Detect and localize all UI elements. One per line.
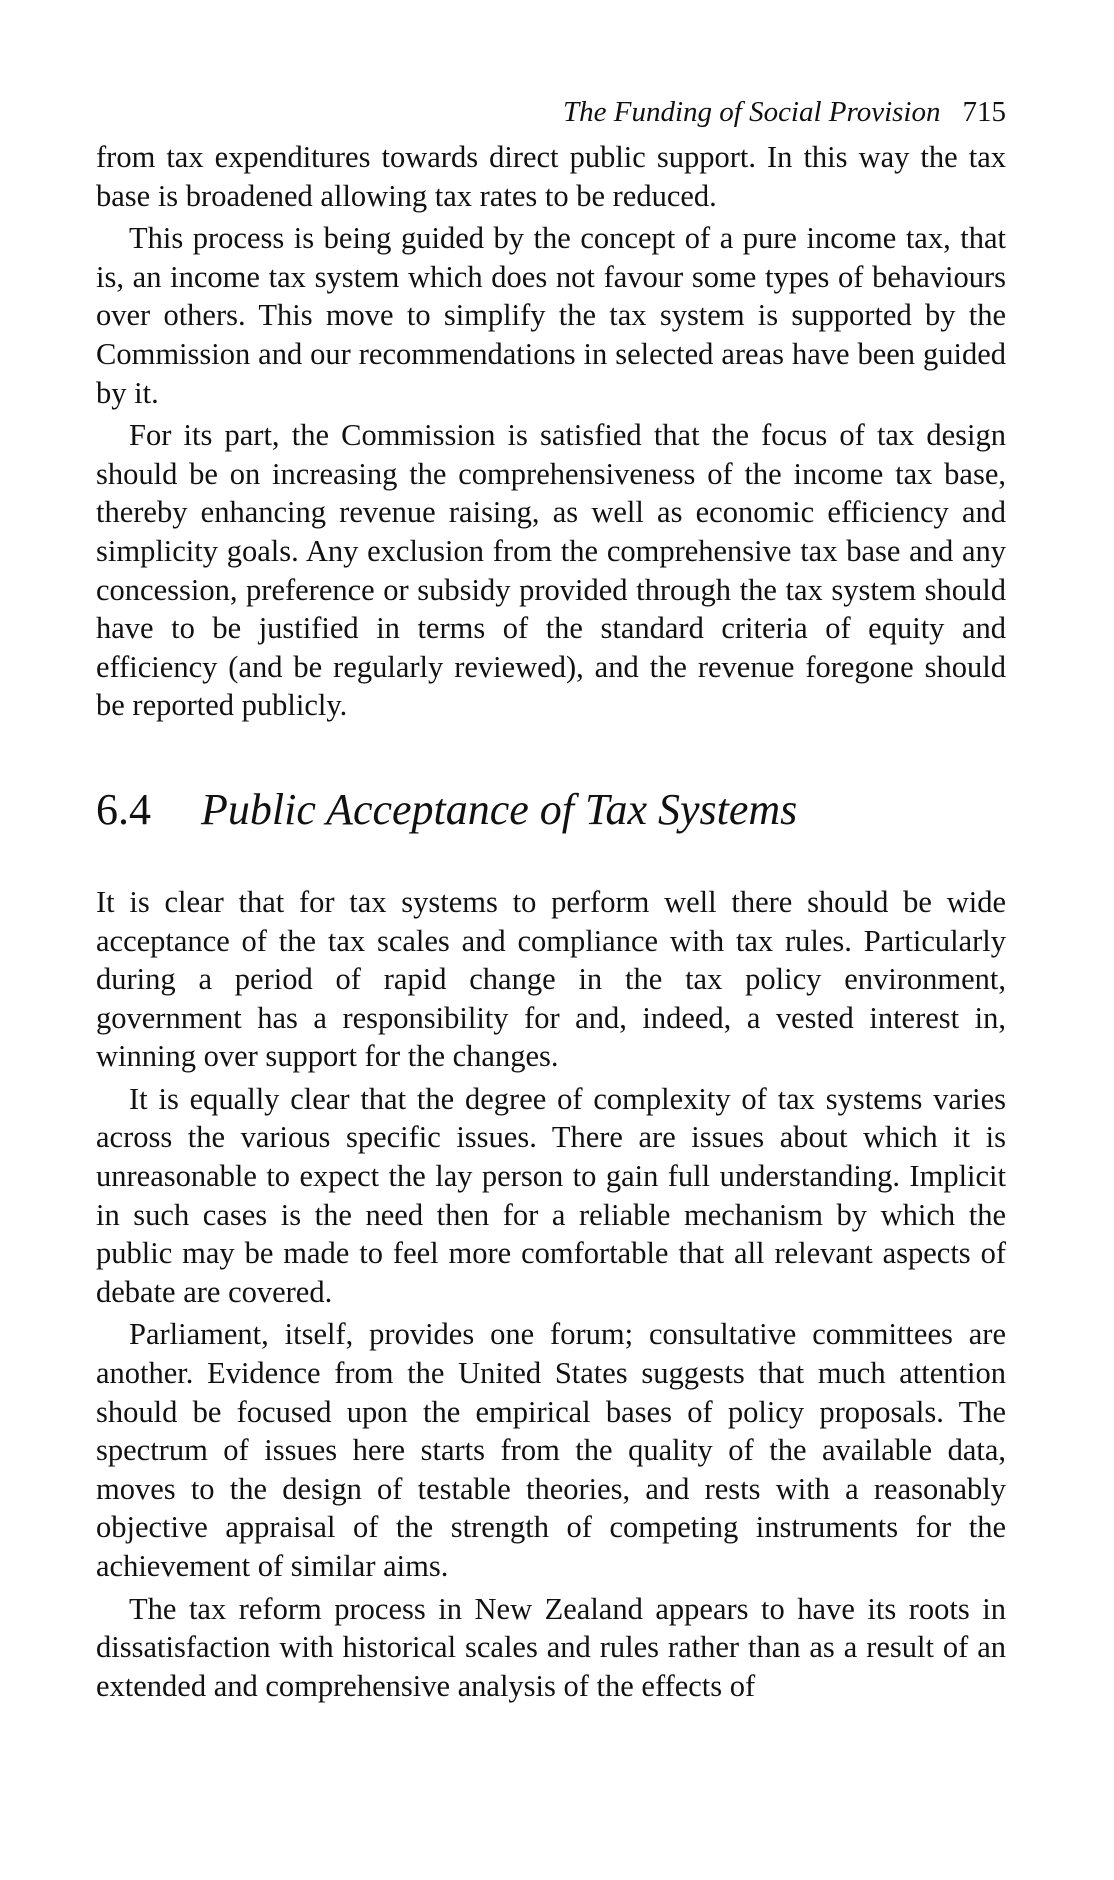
paragraph: The tax reform process in New Zealand appears to have its roots in dissatisfaction with historical scales and rules rather than as a result of an extended and comprehensive analysis of the effects of bbox=[96, 1591, 1006, 1703]
section-title: Public Acceptance of Tax Systems bbox=[201, 784, 798, 834]
paragraph: It is clear that for tax systems to perform well there should be wide acceptance of the tax scales and compliance with tax rules. Particularly during a period of rapid change in the tax policy environment, government has a responsibility for and, indeed, a vested interest in, winning over support for the changes. bbox=[96, 884, 1006, 1074]
paragraph-continued: from tax expenditures towards direct public support. In this way the tax base is broadened allowing tax rates to be reduced. bbox=[96, 140, 1006, 213]
paragraph: Parliament, itself, provides one forum; consultative committees are another. Evidence from the United States suggests that much attention should be focused upon the empirical bases of policy proposals. The spectrum of issues here starts from the quality of the available data, moves to the design of testable theories, and rests with a reasonably objective appraisal of the strength of competing instruments for the achievement of similar aims. bbox=[96, 1317, 1006, 1583]
paragraph: This process is being guided by the concept of a pure income tax, that is, an income tax system which does not favour some types of behaviours over others. This move to simplify the tax system is supported by the Commission and our recommendations in selected areas have been guided by it. bbox=[96, 221, 1006, 410]
paragraph: For its part, the Commission is satisfied that the focus of tax design should be on increasing the comprehensiveness of the income tax base, thereby enhancing revenue raising, as well as economic efficiency and simplicity goals. Any exclusion from the comprehensive tax base and any concession, preference or subsidy provided through the tax system should have to be justified in terms of the standard criteria of equity and efficiency (and be regularly reviewed), and the revenue foregone should be reported publicly. bbox=[96, 418, 1006, 723]
running-title: The Funding of Social Provision bbox=[562, 96, 941, 128]
paragraph: It is equally clear that the degree of complexity of tax systems varies across the various specific issues. There are issues about which it is unreasonable to expect the lay person to gain full understanding. Implicit in such cases is the need then for a reliable mechanism by which the public may be made to feel more comfortable that all relevant aspects of debate are covered. bbox=[96, 1081, 1006, 1309]
page-number: 715 bbox=[962, 96, 1006, 128]
section-heading bbox=[96, 783, 1006, 837]
section-number: 6.4 bbox=[96, 784, 151, 834]
book-page bbox=[96, 94, 1006, 1705]
running-header bbox=[96, 94, 1006, 138]
